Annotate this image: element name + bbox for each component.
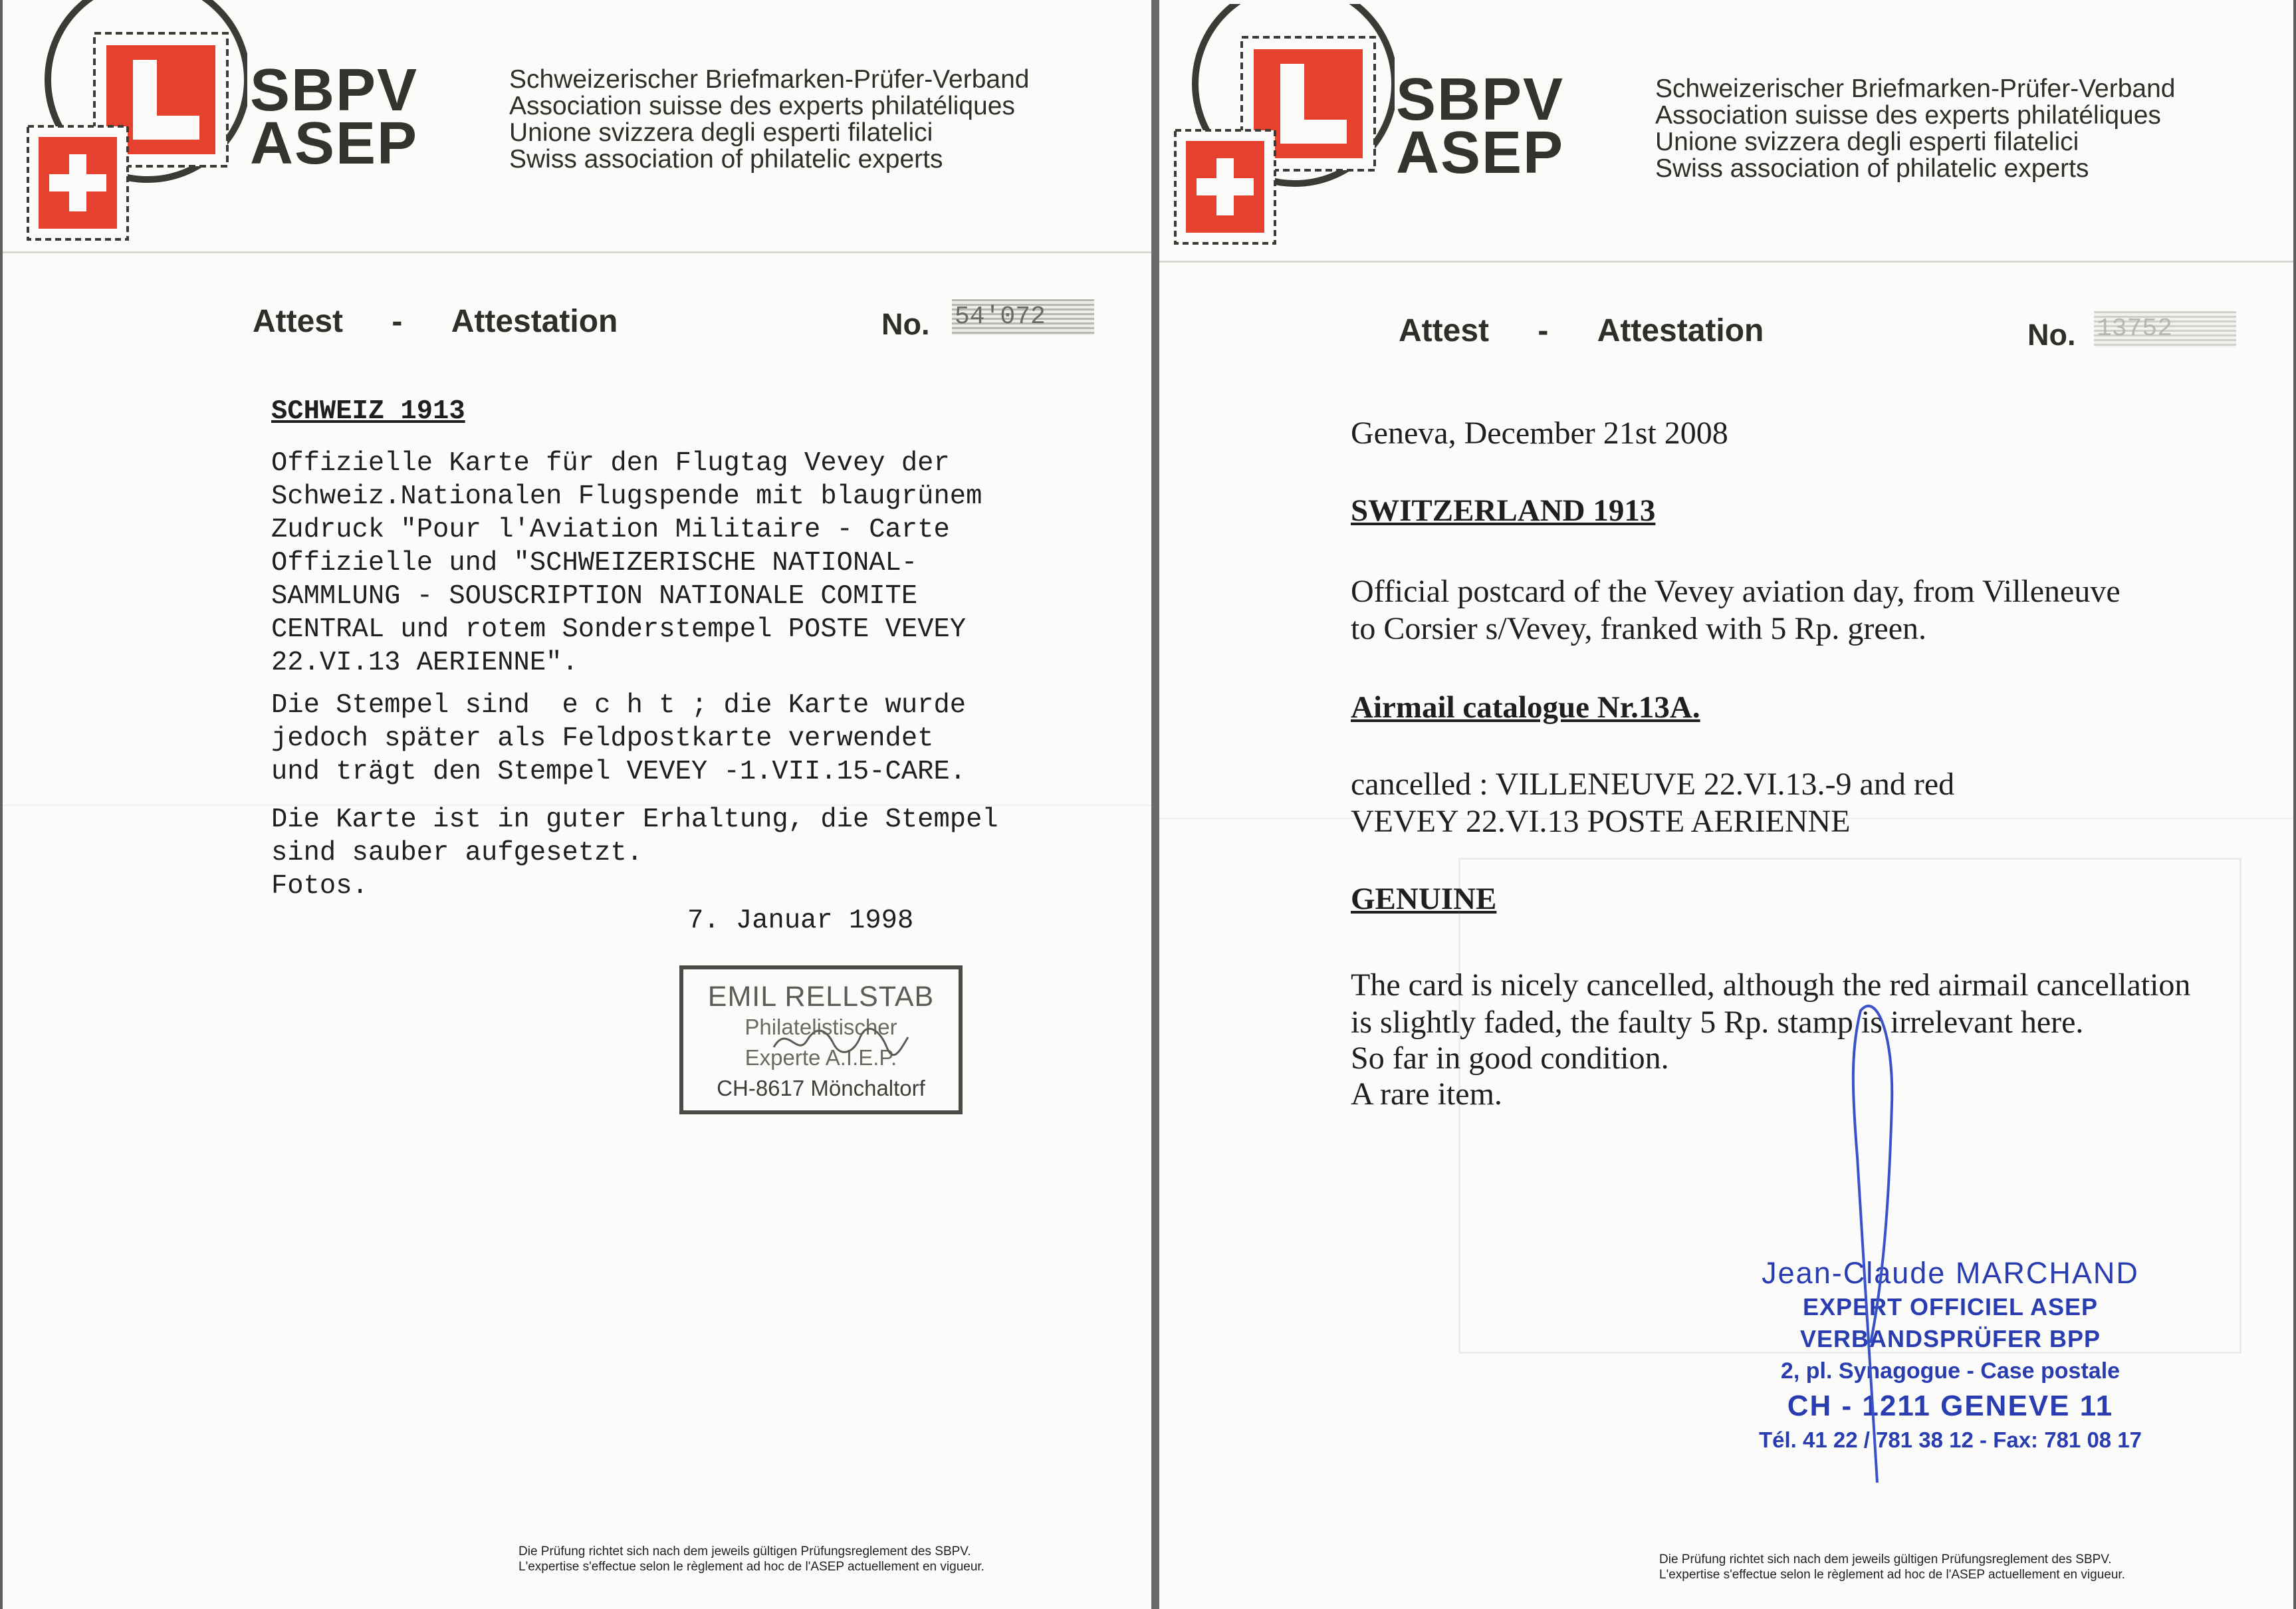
left-date: 7. Januar 1998	[687, 906, 914, 936]
sheet-divider	[1151, 0, 1159, 1609]
text-line: So far in good condition.	[1351, 1041, 1669, 1076]
stamp-line: Philatelistischer	[745, 1015, 897, 1039]
text-line: Schweiz.Nationalen Flugspende mit blaugrünem	[271, 481, 982, 512]
certificate-number: 13752	[2094, 311, 2236, 347]
letterhead	[1159, 0, 2293, 263]
text-line: Zudruck "Pour l'Aviation Militaire - Carte	[271, 515, 950, 545]
text-line: Fotos.	[271, 871, 368, 902]
expert-address-stamp	[1718, 1255, 2183, 1455]
assoc-de: Schweizerischer Briefmarken-Prüfer-Verband	[509, 65, 1030, 94]
text-line: SAMMLUNG - SOUSCRIPTION NATIONALE COMITE	[271, 581, 918, 612]
expert-line: CH - 1211 GENEVE 11	[1787, 1390, 2114, 1422]
title-dash: -	[392, 304, 403, 339]
number-label: No.	[2027, 318, 2076, 352]
title-attest: Attest	[1399, 313, 1490, 348]
assoc-en: Swiss association of philatelic experts	[1655, 154, 2089, 183]
text-line: is slightly faded, the faulty 5 Rp. stamp is irrelevant here.	[1351, 1005, 2084, 1040]
left-heading: SCHWEIZ 1913	[271, 396, 465, 427]
text-line: cancelled : VILLENEUVE 22.VI.13.-9 and red	[1351, 767, 1955, 802]
text-line: Offizielle Karte für den Flugtag Vevey der	[271, 448, 950, 479]
assoc-de: Schweizerischer Briefmarken-Prüfer-Verband	[1655, 74, 2176, 103]
signature-icon	[1831, 997, 1910, 1489]
expert-line: Tél. 41 22 / 781 38 12 - Fax: 781 08 17	[1758, 1427, 2142, 1452]
swiss-stamp-logo-icon	[21, 0, 247, 251]
brand-asep: ASEP	[1396, 120, 1565, 186]
number-label: No.	[881, 307, 930, 341]
association-names	[1655, 76, 2175, 182]
legal-footer	[1659, 1552, 2125, 1582]
fold-line	[3, 804, 1151, 806]
assoc-it: Unione svizzera degli esperti filatelici	[509, 118, 933, 147]
footer-line: L'expertise s'effectue selon le règlement ad hoc de l'ASEP actuellement en vigueur.	[1659, 1568, 2125, 1582]
text-line: to Corsier s/Vevey, franked with 5 Rp. green.	[1351, 611, 1927, 646]
brand-sbpv: SBPV	[250, 57, 419, 124]
left-certificate	[3, 0, 1151, 1609]
assoc-it: Unione svizzera degli esperti filatelici	[1655, 128, 2079, 156]
title-dash: -	[1538, 313, 1549, 348]
stamp-name: EMIL RELLSTAB	[707, 981, 935, 1013]
brand-asep: ASEP	[250, 110, 419, 177]
signature-icon	[767, 1017, 913, 1064]
stamp-line: CH-8617 Mönchaltorf	[717, 1076, 925, 1100]
footer-line: L'expertise s'effectue selon le règlement ad hoc de l'ASEP actuellement en vigueur.	[518, 1560, 984, 1574]
text-line: CENTRAL und rotem Sonderstempel POSTE VEVEY	[271, 614, 967, 645]
assoc-en: Swiss association of philatelic experts	[509, 145, 943, 174]
legal-footer	[518, 1544, 984, 1574]
title-attestation: Attestation	[1597, 313, 1764, 348]
right-date: Geneva, December 21st 2008	[1351, 416, 1728, 451]
text-line: jedoch später als Feldpostkarte verwendet	[271, 723, 934, 754]
text-line: 22.VI.13 AERIENNE".	[271, 648, 578, 678]
text-line: VEVEY 22.VI.13 POSTE AERIENNE	[1351, 804, 1851, 839]
stamp-line: Experte A.I.E.P.	[745, 1045, 897, 1070]
attest-title	[253, 303, 618, 340]
text-line: sind sauber aufgesetzt.	[271, 838, 643, 868]
assoc-fr: Association suisse des experts philatéliques	[1655, 101, 2161, 130]
brand-sbpv: SBPV	[1396, 66, 1565, 133]
assoc-fr: Association suisse des experts philatéliques	[509, 92, 1015, 120]
right-heading: SWITZERLAND 1913	[1351, 493, 1656, 528]
expert-line: 2, pl. Synagogue - Case postale	[1780, 1358, 2121, 1384]
text-line: Die Karte ist in guter Erhaltung, die Stempel	[271, 804, 998, 835]
expert-line: VERBANDSPRÜFER BPP	[1799, 1325, 2101, 1352]
text-line: The card is nicely cancelled, although the red airmail cancellation	[1351, 967, 2191, 1003]
title-attestation: Attestation	[451, 304, 618, 339]
footer-line: Die Prüfung richtet sich nach dem jeweils gültigen Prüfungsreglement des SBPV.	[1659, 1552, 2112, 1566]
title-attest: Attest	[253, 304, 344, 339]
text-line: Offizielle und "SCHWEIZERISCHE NATIONAL-	[271, 548, 918, 578]
expert-name: Jean-Claude MARCHAND	[1762, 1256, 2139, 1290]
footer-line: Die Prüfung richtet sich nach dem jeweils gültigen Prüfungsreglement des SBPV.	[518, 1545, 971, 1558]
genuine-heading: GENUINE	[1351, 882, 1497, 916]
catalogue-heading: Airmail catalogue Nr.13A.	[1351, 690, 1700, 725]
text-line: Die Stempel sind e c h t ; die Karte wurde	[271, 690, 967, 721]
letterhead	[3, 0, 1151, 253]
attest-title	[1399, 312, 1764, 349]
association-names	[509, 66, 1029, 173]
text-line: Official postcard of the Vevey aviation day, from Villeneuve	[1351, 574, 2121, 609]
brand-logotype	[1396, 66, 1565, 186]
text-line: A rare item.	[1351, 1076, 1502, 1112]
brand-logotype	[250, 57, 419, 177]
right-certificate	[1159, 0, 2293, 1609]
fold-line	[1159, 818, 2293, 819]
swiss-stamp-logo-icon	[1169, 4, 1395, 255]
expert-line: EXPERT OFFICIEL ASEP	[1802, 1293, 2099, 1320]
certificate-number: 54'072	[952, 299, 1094, 335]
text-line: und trägt den Stempel VEVEY -1.VII.15-CARE.	[271, 757, 967, 787]
